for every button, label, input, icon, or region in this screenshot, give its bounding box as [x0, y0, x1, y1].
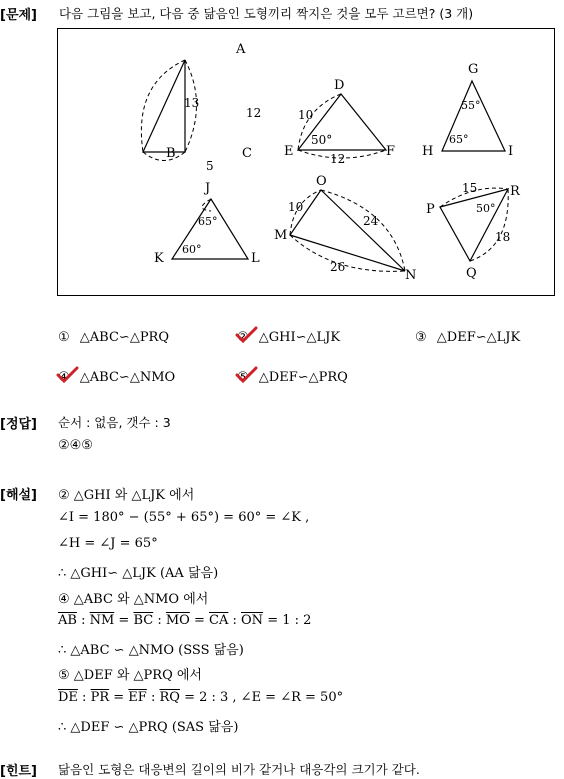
svg-text:65°: 65°: [198, 215, 218, 228]
triangle-abc: [143, 60, 185, 152]
svg-text:12: 12: [330, 152, 346, 166]
check-icon: [55, 366, 79, 384]
vertex-i: I: [508, 144, 514, 159]
option-3-text: △DEF∽△LJK: [436, 330, 521, 345]
svg-text:13: 13: [184, 96, 200, 110]
answer-line-1: 순서 : 없음, 갯수 : 3: [58, 415, 171, 430]
svg-text:18: 18: [495, 230, 511, 244]
answer-label: [정답]: [0, 417, 37, 432]
vertex-h: H: [422, 144, 434, 159]
option-1[interactable]: [58, 330, 169, 345]
option-1-number: ①: [58, 330, 70, 345]
option-2-number: ②: [237, 330, 249, 345]
triangles-diagram: [58, 29, 554, 295]
answer-line-2: ②④⑤: [58, 438, 93, 453]
svg-text:60°: 60°: [182, 243, 202, 256]
vertex-f: F: [386, 144, 396, 159]
vertex-e: E: [284, 144, 294, 159]
vertex-c: C: [242, 146, 252, 161]
explanation-line: ∴ △GHI∽ △LJK (AA 닮음): [58, 566, 219, 581]
vertex-l: L: [251, 251, 260, 266]
hint-label: [힌트]: [0, 764, 37, 779]
check-icon: [234, 366, 258, 384]
explanation-line: ④ △ABC 와 △NMO 에서: [58, 592, 209, 607]
svg-text:5: 5: [206, 159, 214, 173]
svg-text:24: 24: [363, 214, 379, 228]
explanation-ratio-5: $\overline{DE}$ : $\overline{PR} = \overline{EF}$ : $\overline{RQ} = 2$ : 3 , ∠E = ∠R = 50°: [58, 690, 344, 705]
vertex-n: N: [405, 268, 417, 283]
vertex-a: A: [236, 42, 246, 57]
svg-text:55°: 55°: [461, 99, 481, 112]
vertex-b: B: [166, 146, 176, 161]
svg-text:10: 10: [288, 200, 304, 214]
option-2-text: △GHI∽△LJK: [258, 330, 341, 345]
problem-question: 다음 그림을 보고, 다음 중 닮음인 도형끼리 짝지은 것을 모두 고르면? (3 개): [59, 6, 474, 21]
vertex-k: K: [154, 251, 164, 266]
explanation-ratio-4: $\overline{AB}$ : $\overline{NM} = \overline{BC}$ : $\overline{MO} = \overline{CA}$ : $\overline{ON} = 1$ : 2: [58, 613, 312, 628]
svg-text:26: 26: [330, 260, 346, 274]
vertex-r: R: [510, 184, 520, 199]
option-3-number: ③: [415, 330, 427, 345]
explanation-line: ∠H = ∠J = 65°: [58, 536, 158, 551]
svg-text:65°: 65°: [449, 133, 469, 146]
svg-text:50°: 50°: [476, 202, 496, 215]
hint-text: 닮음인 도형은 대응변의 길이의 비가 같거나 대응각의 크기가 같다.: [58, 762, 420, 777]
triangle-figure: [57, 28, 555, 296]
explanation-line: ∠I = 180° − (55° + 65°) = 60° = ∠K ,: [58, 510, 310, 525]
check-icon: [234, 326, 258, 344]
vertex-p: P: [426, 202, 435, 217]
explanation-label: [해설]: [0, 488, 37, 503]
problem-label: [문제]: [0, 8, 37, 23]
option-1-text: △ABC∽△PRQ: [79, 330, 170, 345]
explanation-line: ⑤ △DEF 와 △PRQ 에서: [58, 668, 202, 683]
svg-text:10: 10: [298, 108, 314, 122]
vertex-d: D: [334, 78, 345, 93]
vertex-q: Q: [466, 266, 477, 281]
vertex-o: O: [316, 174, 327, 189]
svg-text:50°: 50°: [311, 133, 333, 147]
option-4-text: △ABC∽△NMO: [79, 370, 176, 385]
option-5-text: △DEF∽△PRQ: [258, 370, 348, 385]
explanation-line: ② △GHI 와 △LJK 에서: [58, 488, 195, 503]
option-3[interactable]: [415, 330, 520, 345]
svg-text:12: 12: [246, 106, 262, 120]
vertex-g: G: [468, 62, 479, 77]
triangle-pqr: [440, 189, 511, 261]
option-5-number: ⑤: [237, 370, 249, 385]
vertex-m: M: [274, 228, 288, 243]
explanation-line: ∴ △DEF ∽ △PRQ (SAS 닮음): [58, 720, 239, 735]
option-4-number: ④: [58, 370, 70, 385]
explanation-line: ∴ △ABC ∽ △NMO (SSS 닮음): [58, 643, 244, 658]
svg-text:15: 15: [462, 181, 478, 195]
vertex-j: J: [205, 181, 211, 196]
